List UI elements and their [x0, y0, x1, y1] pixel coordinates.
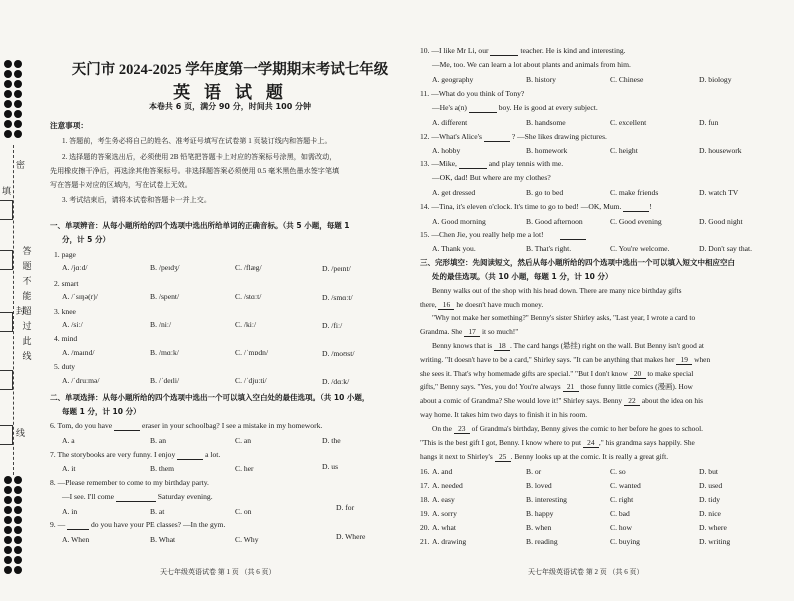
exam-title: 天门市 2024-2025 学年度第一学期期末考试七年级: [71, 62, 389, 78]
q1-option-d[interactable]: D. /peɪnt/: [322, 264, 351, 273]
q10-line1-before: 10. —I like Mr Li, our: [420, 46, 489, 55]
q7-stem: [50, 450, 220, 460]
q11-option-c[interactable]: C. excellent: [610, 118, 647, 127]
q13-option-c[interactable]: C. make friends: [610, 188, 659, 197]
q14-option-d[interactable]: D. Good night: [699, 217, 743, 226]
binding-box-5: [0, 425, 13, 445]
q18-option-b[interactable]: B. interesting: [526, 495, 567, 504]
passage-line-5: [432, 339, 788, 353]
q13-line-2: —OK, dad! But where are my clothes?: [432, 173, 551, 182]
q11-blank: [469, 103, 497, 113]
q8-blank: [116, 492, 156, 502]
passage-text: hangs it next to Shirley's: [420, 452, 493, 461]
binding-seal-text: 答题不能超过此线: [22, 246, 32, 361]
blank-22: 22: [624, 396, 640, 406]
passage-text: Benny knows that is: [432, 341, 493, 350]
q19-option-b[interactable]: B. happy: [526, 509, 554, 518]
q1-word: 1. page: [54, 250, 76, 259]
q8-line-2: [62, 492, 213, 502]
q6-option-c[interactable]: C. an: [235, 436, 252, 445]
notes-line-4: 写在答题卡对应的区域内，写在试卷上无效。: [50, 181, 192, 189]
q15-option-b[interactable]: B. That's right.: [526, 244, 572, 253]
q5-option-a[interactable]: A. /ˈdruːmə/: [62, 376, 100, 385]
q10-option-c[interactable]: C. Chinese: [610, 75, 644, 84]
passage-text: when: [694, 355, 711, 364]
q20-number: 20.: [420, 523, 430, 532]
q11-line2-before: —He's a(n): [432, 103, 467, 112]
q19-option-a[interactable]: A. sorry: [432, 509, 457, 518]
notes-line-3: 先用橡皮擦干净后，再选涂其他答案标号。非选择题答案必须使用 0.5 毫米黑色墨水签字笔填: [50, 167, 340, 175]
q15-stem: [420, 230, 586, 240]
q15-before: 15. —Chen Jie, you really help me a lot!: [420, 230, 544, 239]
q10-line-1: [420, 46, 626, 56]
section3-heading: 三、完形填空：先阅读短文，然后从每小题所给的四个选项中选出一个可以填入短文中相应空白: [420, 258, 735, 267]
section2-heading-2: 每题 1 分，计 10 分）: [62, 407, 141, 416]
q3-option-c[interactable]: C. /kiː/: [235, 320, 257, 329]
q19-number: 19.: [420, 509, 430, 518]
q15-blank: [560, 230, 586, 240]
q18-number: 18.: [420, 495, 430, 504]
q8-option-d[interactable]: D. for: [336, 503, 355, 512]
blank-23: 23: [454, 424, 470, 434]
q12-stem: [420, 132, 607, 142]
section3-heading-2: 处的最佳选项。（共 10 小题，每题 1 分，计 10 分）: [432, 272, 613, 281]
passage-line-2: [420, 298, 788, 312]
q8-option-a[interactable]: A. in: [62, 507, 78, 516]
q13-option-b[interactable]: B. go to bed: [526, 188, 564, 197]
passage-text: writing. "It doesn't have to be a card," Shirley says. "It can be anything that makes her: [420, 355, 675, 364]
passage-text: about a comic of Grandma? She would love it!" Shirley says. Benny: [420, 396, 623, 405]
q6-option-a[interactable]: A. a: [62, 436, 75, 445]
passage-line-1: Benny walks out of the shop with his head down. There are many nice birthday gifts: [432, 286, 682, 295]
q18-option-c[interactable]: C. right: [610, 495, 634, 504]
exam-score-line: 本卷共 6 页，满分 90 分，时间共 100 分钟: [148, 102, 312, 111]
blank-17: 17: [464, 327, 480, 337]
binding-fill-label: 填: [2, 186, 12, 196]
q6-option-b[interactable]: B. an: [150, 436, 167, 445]
q14-option-b[interactable]: B. Good afternoon: [526, 217, 583, 226]
passage-line-3: "Why not make her something?" Benny's sister Shirley asks, "Last year, I wrote a card to: [432, 313, 696, 322]
q10-option-b[interactable]: B. history: [526, 75, 556, 84]
q11-line-2: [432, 103, 598, 113]
q12-after: ? —She likes drawing pictures.: [511, 132, 607, 141]
q6-stem-before: 6. Tom, do you have: [50, 421, 113, 430]
q12-option-a[interactable]: A. hobby: [432, 146, 461, 155]
q20-option-b[interactable]: B. when: [526, 523, 552, 532]
passage-line-10: way home. It takes him two days to finish it in his room.: [420, 410, 588, 419]
q17-number: 17.: [420, 481, 430, 490]
binding-line: [13, 145, 14, 475]
q12-option-d[interactable]: D. housework: [699, 146, 742, 155]
q17-option-c[interactable]: C. wanted: [610, 481, 641, 490]
q7-option-c[interactable]: C. her: [235, 464, 254, 473]
q7-option-d[interactable]: D. us: [322, 462, 339, 471]
passage-text: there,: [420, 300, 437, 309]
passage-text: she sees it. That's why homemade gifts are special." "But I don't know: [420, 369, 628, 378]
q1-option-b[interactable]: B. /peɪdʒ/: [150, 263, 180, 272]
binding-label-mi: 密: [16, 160, 26, 170]
passage-line-9: [420, 394, 788, 408]
q2-option-a[interactable]: A. /ˈsɪŋə(r)/: [62, 292, 98, 301]
passage-line-11: [432, 422, 792, 436]
q9-option-c[interactable]: C. Why: [235, 535, 259, 544]
q14-blank: [623, 202, 649, 212]
q3-option-b[interactable]: B. /niː/: [150, 320, 172, 329]
q5-word: 5. duty: [54, 362, 76, 371]
q14-after: !: [649, 202, 652, 211]
passage-line-12: [420, 436, 788, 450]
q6-option-d[interactable]: D. the: [322, 436, 341, 445]
q15-option-a[interactable]: A. Thank you.: [432, 244, 476, 253]
blank-20: 20: [630, 369, 646, 379]
section2-heading: 二、单项选择：从每小题所给的四个选项中选出一个可以填入空白处的最佳选项。（共 10 小题，: [50, 393, 370, 402]
q4-option-a[interactable]: A. /maɪnd/: [62, 348, 95, 357]
passage-text: . Benny looks up at the comic. It is really a great gift.: [510, 452, 669, 461]
q3-word: 3. knee: [54, 307, 76, 316]
q16-number: 16.: [420, 467, 430, 476]
q13-option-a[interactable]: A. get dressed: [432, 188, 476, 197]
exam-page-2: [408, 0, 794, 601]
blank-19: 19: [676, 355, 692, 365]
passage-text: about the idea on his: [641, 396, 703, 405]
q14-option-a[interactable]: A. Good morning: [432, 217, 486, 226]
q4-option-d[interactable]: D. /moʊst/: [322, 349, 355, 358]
q15-option-d[interactable]: D. Don't say that.: [699, 244, 753, 253]
q3-option-d[interactable]: D. /fiː/: [322, 321, 343, 330]
binding-dots-top: [4, 60, 26, 138]
q17-option-a[interactable]: A. needed: [432, 481, 463, 490]
q14-stem: [420, 202, 652, 212]
blank-25: 25: [495, 452, 511, 462]
q13-line1-before: 13. —Mike,: [420, 159, 457, 168]
blank-16: 16: [438, 300, 454, 310]
passage-text: he doesn't have much money.: [456, 300, 544, 309]
passage-line-13: [420, 450, 788, 464]
passage-text: of Grandma's birthday, Benny gives the comic to her before he goes to school.: [471, 424, 703, 433]
notes-line-2: 2. 选择题的答案选出后，必须使用 2B 铅笔把答题卡上对应的答案标号涂黑，如需改动，: [62, 153, 337, 161]
passage-text: to make special: [647, 369, 694, 378]
q16-option-c[interactable]: C. so: [610, 467, 626, 476]
q15-option-c[interactable]: C. You're welcome.: [610, 244, 670, 253]
binding-dots-bottom: [4, 476, 26, 574]
passage-text: ," his grandma says happily. She: [598, 438, 695, 447]
q13-option-d[interactable]: D. watch TV: [699, 188, 739, 197]
q4-option-c[interactable]: C. /ˈmɒdn/: [235, 348, 269, 357]
binding-box-4: [0, 370, 13, 390]
section1-heading: 一、单项辨音：从每小题所给的四个选项中选出所给单词的正确音标。（共 5 小题，每题 1: [50, 221, 350, 230]
q10-line1-after: teacher. He is kind and interesting.: [520, 46, 626, 55]
binding-label-feng: 封: [16, 306, 26, 316]
blank-18: 18: [494, 341, 510, 351]
q6-stem-after: eraser in your schoolbag? I see a mistake in my homework.: [142, 421, 323, 430]
q10-option-d[interactable]: D. biology: [699, 75, 732, 84]
q10-blank: [490, 46, 518, 56]
passage-text: Grandma. She: [420, 327, 463, 336]
q3-option-a[interactable]: A. /siː/: [62, 320, 83, 329]
q9-option-d[interactable]: D. Where: [336, 532, 366, 541]
q20-option-c[interactable]: C. how: [610, 523, 632, 532]
passage-text: gifts," Benny says. "Yes, you do! You're always: [420, 382, 561, 391]
q8-line2-after: Saturday evening.: [157, 492, 213, 501]
passage-line-7: [420, 367, 788, 381]
q8-line2-before: —I see. I'll come: [62, 492, 114, 501]
blank-21: 21: [563, 382, 579, 392]
q5-option-c[interactable]: C. /ˈdjuːti/: [235, 376, 267, 385]
q13-blank: [459, 159, 487, 169]
q1-option-c[interactable]: C. /flæg/: [235, 263, 262, 272]
q9-option-a[interactable]: A. When: [62, 535, 90, 544]
q21-number: 21.: [420, 537, 430, 546]
blank-24: 24: [583, 438, 599, 448]
q16-option-d[interactable]: D. but: [699, 467, 718, 476]
notes-heading: 注意事项：: [50, 121, 88, 130]
q7-stem-before: 7. The storybooks are very funny. I enjoy: [50, 450, 176, 459]
passage-text: On the: [432, 424, 452, 433]
q8-option-b[interactable]: B. at: [150, 507, 165, 516]
q14-before: 14. —Tina, it's eleven o'clock. It's time to go to bed! —OK, Mum.: [420, 202, 622, 211]
notes-line-1: 1. 答题前，考生务必将自己的姓名、准考证号填写在试卷第 1 页装订线内和答题卡上。: [62, 137, 332, 145]
q18-option-d[interactable]: D. tidy: [699, 495, 721, 504]
binding-box-3: [0, 312, 13, 332]
q21-option-c[interactable]: C. buying: [610, 537, 640, 546]
q11-option-b[interactable]: B. handsome: [526, 118, 566, 127]
passage-line-4: [420, 325, 788, 339]
q5-option-b[interactable]: B. /ˈdeɪli/: [150, 376, 180, 385]
binding-box-1: [0, 200, 13, 220]
q7-stem-after: a lot.: [205, 450, 221, 459]
q17-option-b[interactable]: B. loved: [526, 481, 552, 490]
q6-stem: [50, 421, 322, 431]
passage-text: . The card hangs (悬挂) right on the wall. But Benny isn't good at: [510, 341, 704, 350]
q7-blank: [177, 450, 203, 460]
binding-label-xian: 线: [16, 428, 26, 438]
q2-option-c[interactable]: C. /stɑːt/: [235, 292, 262, 301]
q11-line-1: 11. —What do you think of Tony?: [420, 89, 525, 98]
q9-stem-before: 9. —: [50, 520, 66, 529]
q17-option-d[interactable]: D. used: [699, 481, 723, 490]
q7-option-a[interactable]: A. it: [62, 464, 76, 473]
binding-box-2: [0, 250, 13, 270]
q13-line1-after: and play tennis with me.: [488, 159, 564, 168]
q14-option-c[interactable]: C. Good evening: [610, 217, 662, 226]
q5-option-d[interactable]: D. /dɑːk/: [322, 377, 350, 386]
q9-stem-middle: do you have your PE classes? —In the gym.: [91, 520, 226, 529]
passage-line-8: [420, 380, 788, 394]
passage-text: "This is the best gift I got, Benny. I know where to put: [420, 438, 582, 447]
q4-option-b[interactable]: B. /mɑːk/: [150, 348, 179, 357]
q2-word: 2. smart: [54, 279, 79, 288]
q12-option-b[interactable]: B. homework: [526, 146, 568, 155]
q19-option-d[interactable]: D. nice: [699, 509, 721, 518]
q16-option-b[interactable]: B. or: [526, 467, 542, 476]
exam-subtitle: 英 语 试 题: [173, 83, 287, 103]
q13-line-1: [420, 159, 563, 169]
q19-option-c[interactable]: C. bad: [610, 509, 630, 518]
q9-stem: [50, 520, 225, 530]
q12-option-c[interactable]: C. height: [610, 146, 638, 155]
page-footer-1: 天七年级英语试卷 第 1 页 （共 6 页）: [160, 568, 276, 576]
passage-line-6: [420, 353, 788, 367]
q20-option-a[interactable]: A. what: [432, 523, 457, 532]
q12-blank: [484, 132, 510, 142]
q8-line-1: 8. —Please remember to come to my birthday party.: [50, 478, 209, 487]
section1-heading-2: 分，计 5 分）: [62, 235, 110, 244]
q8-option-c[interactable]: C. on: [235, 507, 252, 516]
q1-option-a[interactable]: A. /jɑːd/: [62, 263, 88, 272]
q11-option-a[interactable]: A. different: [432, 118, 468, 127]
q20-option-d[interactable]: D. where: [699, 523, 727, 532]
q10-line-2: —Me, too. We can learn a lot about plants and animals from him.: [432, 60, 631, 69]
q9-option-b[interactable]: B. What: [150, 535, 176, 544]
q21-option-d[interactable]: D. writing: [699, 537, 731, 546]
passage-text: those funny little comics (漫画). How: [580, 382, 693, 391]
q18-option-a[interactable]: A. easy: [432, 495, 455, 504]
q4-word: 4. mind: [54, 334, 78, 343]
q11-line2-after: boy. He is good at every subject.: [498, 103, 598, 112]
q9-blank: [67, 520, 89, 530]
q12-before: 12. —What's Alice's: [420, 132, 482, 141]
page-footer-2: 天七年级英语试卷 第 2 页 （共 6 页）: [528, 568, 644, 576]
passage-text: it so much!": [482, 327, 519, 336]
q2-option-b[interactable]: B. /spent/: [150, 292, 180, 301]
notes-line-5: 3. 考试结束后，请将本试卷和答题卡一并上交。: [62, 196, 211, 204]
q10-option-a[interactable]: A. geography: [432, 75, 474, 84]
q16-option-a[interactable]: A. and: [432, 467, 453, 476]
q6-blank: [114, 421, 140, 431]
q21-option-a[interactable]: A. drawing: [432, 537, 467, 546]
q2-option-d[interactable]: D. /smɑːt/: [322, 293, 353, 302]
q11-option-d[interactable]: D. fun: [699, 118, 719, 127]
q7-option-b[interactable]: B. them: [150, 464, 175, 473]
q21-option-b[interactable]: B. reading: [526, 537, 558, 546]
